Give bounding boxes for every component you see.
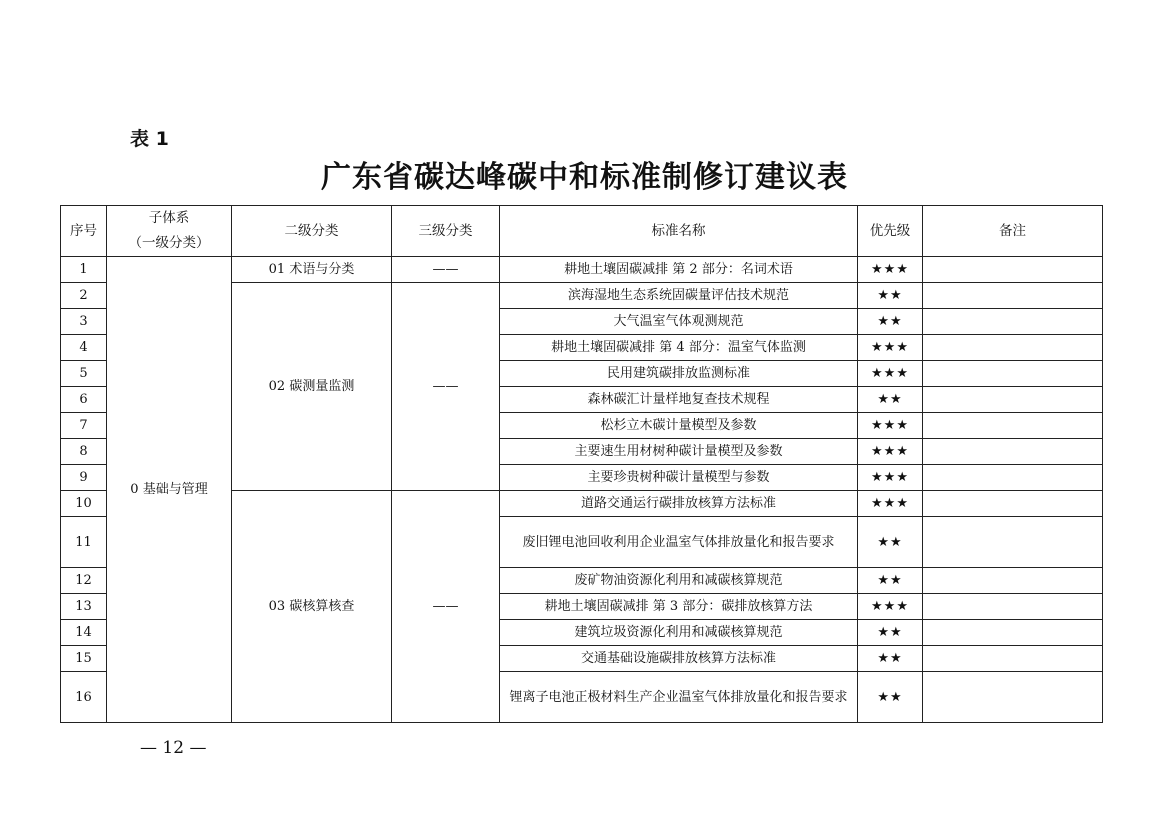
priority-stars: ★★★: [858, 335, 923, 361]
col-header-subsystem-line1: 子体系: [148, 210, 190, 226]
standard-name: 耕地土壤固碳减排 第 4 部分：温室气体监测: [500, 335, 858, 361]
priority-stars: ★★★: [858, 465, 923, 491]
remarks-cell: [923, 646, 1103, 672]
remarks-cell: [923, 387, 1103, 413]
table-label: 表 1: [130, 128, 169, 150]
standard-name: 大气温室气体观测规范: [500, 309, 858, 335]
standard-name: 废矿物油资源化利用和减碳核算规范: [500, 568, 858, 594]
subsystem-cell: 0 基础与管理: [107, 257, 232, 723]
standard-name: 森林碳汇计量样地复查技术规程: [500, 387, 858, 413]
remarks-cell: [923, 257, 1103, 283]
standard-name: 耕地土壤固碳减排 第 3 部分：碳排放核算方法: [500, 594, 858, 620]
remarks-cell: [923, 517, 1103, 568]
remarks-cell: [923, 594, 1103, 620]
standard-name: 建筑垃圾资源化利用和减碳核算规范: [500, 620, 858, 646]
page-number: — 12 —: [140, 738, 207, 758]
row-seq: 1: [61, 257, 107, 283]
row-seq: 12: [61, 568, 107, 594]
row-seq: 8: [61, 439, 107, 465]
standards-table: [60, 205, 1103, 723]
col-header-remarks: 备注: [923, 206, 1103, 257]
priority-stars: ★★★: [858, 491, 923, 517]
remarks-cell: [923, 361, 1103, 387]
priority-stars: ★★★: [858, 413, 923, 439]
row-seq: 13: [61, 594, 107, 620]
remarks-cell: [923, 439, 1103, 465]
header-row: [61, 206, 1103, 257]
row-seq: 7: [61, 413, 107, 439]
remarks-cell: [923, 309, 1103, 335]
standard-name: 主要速生用材树种碳计量模型及参数: [500, 439, 858, 465]
remarks-cell: [923, 491, 1103, 517]
row-seq: 3: [61, 309, 107, 335]
document-title: 广东省碳达峰碳中和标准制修订建议表: [321, 160, 848, 195]
standard-name: 民用建筑碳排放监测标准: [500, 361, 858, 387]
level2-cell: 01 术语与分类: [232, 257, 392, 283]
row-seq: 16: [61, 672, 107, 723]
col-header-subsystem: [107, 206, 232, 257]
standard-name: 主要珍贵树种碳计量模型与参数: [500, 465, 858, 491]
remarks-cell: [923, 620, 1103, 646]
priority-stars: ★★: [858, 672, 923, 723]
col-header-standard-name: 标准名称: [500, 206, 858, 257]
standard-name: 交通基础设施碳排放核算方法标准: [500, 646, 858, 672]
remarks-cell: [923, 335, 1103, 361]
col-header-subsystem-line2: （一级分类）: [128, 235, 210, 251]
col-header-level2: 二级分类: [232, 206, 392, 257]
priority-stars: ★★: [858, 568, 923, 594]
priority-stars: ★★: [858, 517, 923, 568]
priority-stars: ★★: [858, 620, 923, 646]
level2-cell: 02 碳测量监测: [232, 283, 392, 491]
standard-name: 松杉立木碳计量模型及参数: [500, 413, 858, 439]
row-seq: 2: [61, 283, 107, 309]
level3-cell: ——: [392, 257, 500, 283]
remarks-cell: [923, 672, 1103, 723]
priority-stars: ★★★: [858, 257, 923, 283]
standard-name: 锂离子电池正极材料生产企业温室气体排放量化和报告要求: [500, 672, 858, 723]
standard-name: 滨海湿地生态系统固碳量评估技术规范: [500, 283, 858, 309]
remarks-cell: [923, 413, 1103, 439]
priority-stars: ★★★: [858, 594, 923, 620]
col-header-seq: 序号: [61, 206, 107, 257]
priority-stars: ★★★: [858, 439, 923, 465]
priority-stars: ★★: [858, 283, 923, 309]
remarks-cell: [923, 465, 1103, 491]
table-row: [61, 257, 1103, 283]
level3-cell: ——: [392, 491, 500, 723]
row-seq: 9: [61, 465, 107, 491]
priority-stars: ★★: [858, 646, 923, 672]
col-header-level3: 三级分类: [392, 206, 500, 257]
row-seq: 14: [61, 620, 107, 646]
remarks-cell: [923, 283, 1103, 309]
standard-name: 道路交通运行碳排放核算方法标准: [500, 491, 858, 517]
remarks-cell: [923, 568, 1103, 594]
row-seq: 5: [61, 361, 107, 387]
priority-stars: ★★: [858, 309, 923, 335]
standard-name: 耕地土壤固碳减排 第 2 部分：名词术语: [500, 257, 858, 283]
row-seq: 4: [61, 335, 107, 361]
priority-stars: ★★: [858, 387, 923, 413]
col-header-priority: 优先级: [858, 206, 923, 257]
level3-cell: ——: [392, 283, 500, 491]
level2-cell: 03 碳核算核查: [232, 491, 392, 723]
row-seq: 10: [61, 491, 107, 517]
row-seq: 6: [61, 387, 107, 413]
row-seq: 15: [61, 646, 107, 672]
standard-name: 废旧锂电池回收利用企业温室气体排放量化和报告要求: [500, 517, 858, 568]
row-seq: 11: [61, 517, 107, 568]
priority-stars: ★★★: [858, 361, 923, 387]
